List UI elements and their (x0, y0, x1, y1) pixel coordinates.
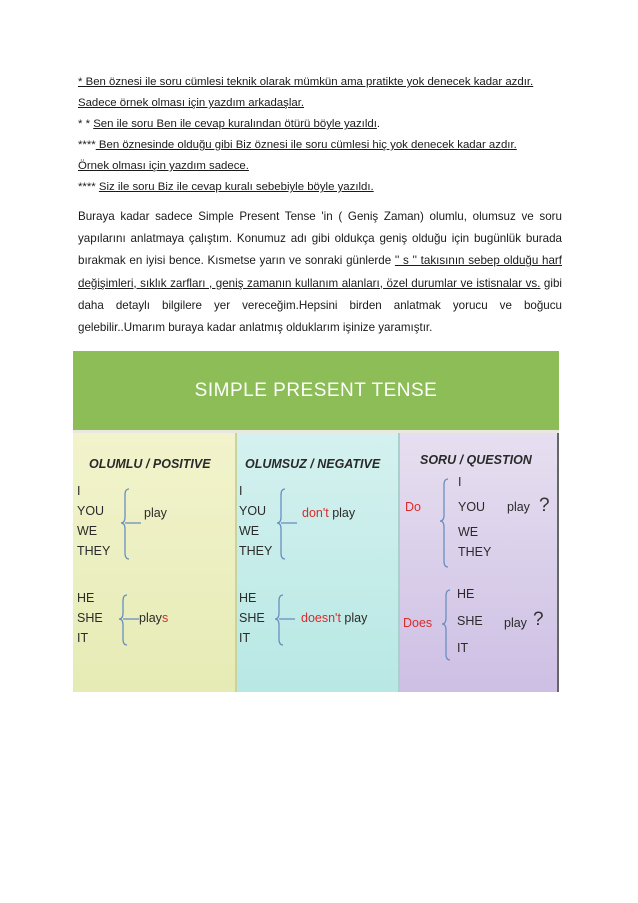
aux-dont: don't (302, 506, 329, 520)
footnotes (78, 72, 568, 198)
pronoun: I (458, 475, 462, 489)
note-3-suffix: . (376, 118, 381, 130)
simple-present-table (73, 351, 559, 692)
pronoun: HE (457, 587, 475, 601)
note-2-text: Sadece örnek olması için yazdım arkadaşlar. (78, 97, 305, 109)
note-3-text: Sen ile soru Ben ile cevap kuralından ötürü böyle yazıldı (93, 118, 377, 130)
note-3 (78, 114, 568, 135)
note-2 (78, 93, 568, 114)
positive-header: OLUMLU / POSITIVE (89, 457, 211, 471)
pronoun: IT (77, 631, 89, 645)
note-6-prefix: **** (78, 181, 99, 193)
question-header: SORU / QUESTION (420, 453, 532, 467)
positive-column (73, 433, 237, 692)
verb-play: play (504, 616, 527, 630)
verb-doesnt-play (301, 611, 367, 625)
table-edge (557, 433, 559, 692)
body-paragraph (78, 206, 562, 339)
note-1 (78, 72, 568, 93)
aux-does: Does (403, 616, 433, 630)
pronoun: HE (239, 591, 257, 605)
note-5 (78, 156, 568, 177)
pronoun: YOU (239, 504, 267, 518)
table-title: SIMPLE PRESENT TENSE (194, 380, 438, 401)
paragraph-part-b: '' s '' takısının sebep olduğu harf değişimleri, sıklık zarfları , geniş zamanın kullanım alanları, özel durumlar ve istisnalar vs. (78, 254, 562, 290)
pronoun: WE (239, 524, 260, 538)
question-mark: ? (533, 609, 544, 630)
pronoun: WE (458, 525, 479, 539)
negative-header: OLUMSUZ / NEGATIVE (245, 457, 381, 471)
question-mark: ? (539, 495, 550, 516)
note-6 (78, 177, 568, 198)
pronoun: HE (77, 591, 95, 605)
pronoun: SHE (239, 611, 265, 625)
aux-doesnt: doesn't (301, 611, 341, 625)
pronoun: YOU (458, 500, 486, 514)
note-3-prefix: * * (78, 118, 94, 130)
verb-dont-play (302, 506, 355, 520)
pronoun: IT (239, 631, 251, 645)
brace-icon (273, 593, 303, 647)
aux-do: Do (405, 500, 421, 514)
paragraph-part-c: gibi daha detaylı bilgilere yer vereceğim.Hepsini birden anlatmak yorucu ve boğucu gelebilir..Umarım buraya kadar anlatmış olduklarım işinize yaramıştır. (78, 276, 562, 335)
pronoun: YOU (77, 504, 105, 518)
negative-column (237, 433, 400, 692)
verb-play: play (507, 500, 530, 514)
verb: play (328, 506, 356, 520)
note-4-prefix: **** (78, 139, 96, 151)
pronoun: WE (77, 524, 98, 538)
verb-plays (139, 611, 168, 625)
note-4 (78, 135, 568, 156)
pronoun: IT (457, 641, 469, 655)
verb-play: play (144, 506, 167, 520)
verb-base: play (139, 611, 162, 625)
verb: play (340, 611, 368, 625)
note-1-text: * Ben öznesi ile soru cümlesi teknik olarak mümkün ama pratikte yok denecek kadar azdır. (78, 76, 534, 88)
note-6-text: Siz ile soru Biz ile cevap kuralı sebebiyle böyle yazıldı. (98, 181, 374, 193)
note-5-text: Örnek olması için yazdım sadece. (78, 160, 249, 172)
pronoun: I (239, 484, 243, 498)
pronoun: THEY (239, 544, 273, 558)
pronoun: THEY (458, 545, 492, 559)
paragraph-part-a: Buraya kadar sadece Simple Present Tense 'in ( Geniş Zaman) olumlu, olumsuz ve soru yapılarını anlatmaya çalıştım. Konumuz adı gibi oldukça geniş olduğu için bugünlük burada bırakmak en iyisi bence. Kısmetse yarın ve sonraki günlerde (78, 210, 562, 268)
note-4-text: Ben öznesinde olduğu gibi Biz öznesi ile soru cümlesi hiç yok denecek kadar azdır. (95, 139, 517, 151)
question-column (400, 433, 559, 692)
brace-icon (275, 487, 305, 561)
pronoun: SHE (77, 611, 103, 625)
pronoun: SHE (457, 614, 483, 628)
brace-icon (119, 487, 149, 561)
table-title-band (73, 351, 559, 430)
pronoun: I (77, 484, 81, 498)
verb-suffix: s (161, 611, 169, 625)
pronoun: THEY (77, 544, 111, 558)
